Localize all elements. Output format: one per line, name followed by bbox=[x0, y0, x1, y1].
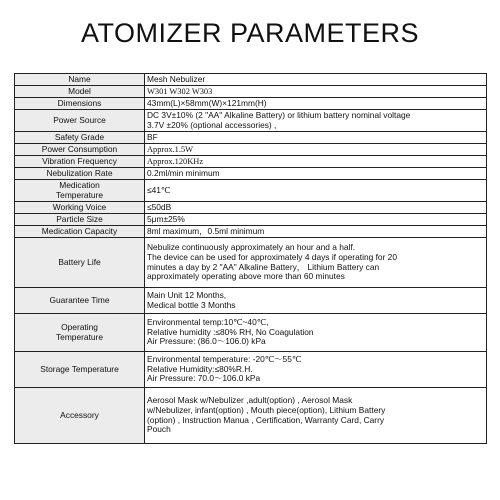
parameter-value bbox=[145, 86, 487, 98]
parameter-label bbox=[15, 352, 145, 388]
page-title: ATOMIZER PARAMETERS bbox=[80, 18, 420, 48]
parameter-value-line: minutes a day by 2 "AA" Alkaline Battery， Lithium Battery can bbox=[147, 261, 380, 272]
parameter-value-line: Relative humidity :≤80% RH, No Coagulation bbox=[147, 326, 314, 337]
parameter-label-text: Guarantee Time bbox=[49, 294, 110, 305]
parameter-value-line: Air Pressure: (86.0～106.0) kPa bbox=[147, 336, 266, 347]
parameter-value bbox=[145, 180, 487, 202]
table-row bbox=[15, 156, 487, 168]
parameter-value-line: Pouch bbox=[147, 424, 171, 435]
parameter-value-line: Approx.1.5W bbox=[147, 144, 194, 154]
parameter-value-line: Relative Humidity:≤80%R.H. bbox=[147, 363, 253, 374]
parameter-value-line: BF bbox=[147, 131, 158, 142]
parameter-label-text: Particle Size bbox=[56, 213, 103, 224]
parameter-value bbox=[145, 74, 487, 86]
parameter-label-text: Storage Temperature bbox=[40, 363, 119, 374]
parameter-value-line: w/Nebulizer, infant(option) , Mouth piece(option), Lithium Battery bbox=[147, 404, 386, 415]
parameter-value bbox=[145, 214, 487, 226]
parameter-label bbox=[15, 314, 145, 352]
table-row bbox=[15, 98, 487, 110]
parameter-value-line: Medical bottle 3 Months bbox=[147, 299, 236, 310]
parameter-value-line: Aerosol Mask w/Nebulizer ,adult(option) , Aerosol Mask bbox=[147, 395, 353, 406]
parameter-label-text: Battery Life bbox=[58, 256, 101, 267]
parameter-label-text: Working Voice bbox=[52, 201, 107, 212]
table-row bbox=[15, 214, 487, 226]
parameter-label bbox=[15, 288, 145, 314]
parameters-table bbox=[14, 73, 487, 444]
parameter-label-text: Medication Capacity bbox=[41, 225, 118, 236]
parameter-label-text: Nebulization Rate bbox=[46, 167, 113, 178]
parameter-label bbox=[15, 226, 145, 238]
table-row bbox=[15, 144, 487, 156]
parameter-label bbox=[15, 74, 145, 86]
parameter-value bbox=[145, 156, 487, 168]
parameter-label bbox=[15, 202, 145, 214]
parameter-label-text: Temperature bbox=[55, 331, 103, 342]
parameter-value bbox=[145, 98, 487, 110]
parameter-value-line: 8ml maximum，0.5ml minimum bbox=[147, 225, 265, 236]
parameter-value-line: Approx.120KHz bbox=[147, 156, 204, 166]
parameter-label-text: Name bbox=[68, 73, 91, 84]
parameter-label-text: Safety Grade bbox=[54, 131, 105, 142]
parameter-value bbox=[145, 110, 487, 132]
parameter-value bbox=[145, 144, 487, 156]
parameter-value-line: The device can be used for approximately 4 days if operating for 20 bbox=[147, 251, 397, 262]
parameter-label-text: Vibration Frequency bbox=[42, 155, 117, 166]
parameter-value bbox=[145, 288, 487, 314]
parameter-value-line: Environmental temperature: -20℃～55℃ bbox=[147, 354, 302, 365]
parameter-label bbox=[15, 238, 145, 288]
table-row bbox=[15, 388, 487, 444]
parameter-label-text: Accessory bbox=[60, 409, 99, 420]
parameter-label bbox=[15, 214, 145, 226]
parameter-label-text: Temperature bbox=[55, 189, 103, 200]
parameter-value-line: Air Pressure: 70.0～106.0 kPa bbox=[147, 373, 261, 384]
parameter-value bbox=[145, 388, 487, 444]
parameter-value bbox=[145, 238, 487, 288]
parameter-value-line: DC 3V±10% (2 "AA" Alkaline Battery) or lithium battery nominal voltage bbox=[147, 109, 411, 120]
table-row bbox=[15, 74, 487, 86]
parameter-label bbox=[15, 156, 145, 168]
parameter-label-text: Dimensions bbox=[57, 97, 102, 108]
table-row bbox=[15, 180, 487, 202]
parameter-value-line: ≤41℃ bbox=[147, 184, 171, 195]
table-row bbox=[15, 352, 487, 388]
parameter-label bbox=[15, 388, 145, 444]
parameter-value bbox=[145, 168, 487, 180]
parameter-label bbox=[15, 110, 145, 132]
parameter-value-line: 3.7V ±20% (optional accessories) , bbox=[147, 119, 277, 130]
table-row bbox=[15, 202, 487, 214]
parameter-value bbox=[145, 226, 487, 238]
table-row bbox=[15, 226, 487, 238]
parameter-value-line: ≤50dB bbox=[147, 201, 172, 212]
parameter-value bbox=[145, 202, 487, 214]
parameter-label bbox=[15, 144, 145, 156]
parameter-value-line: W301 W302 W303 bbox=[147, 86, 213, 96]
parameter-label bbox=[15, 132, 145, 144]
parameters-table-body bbox=[15, 74, 487, 444]
parameter-value-line: 43mm(L)×58mm(W)×121mm(H) bbox=[147, 97, 267, 108]
parameter-value-line: (option) , Instruction Manua , Certification, Warranty Card, Carry bbox=[147, 414, 385, 425]
parameter-value bbox=[145, 132, 487, 144]
table-row bbox=[15, 110, 487, 132]
table-row bbox=[15, 288, 487, 314]
parameter-label bbox=[15, 98, 145, 110]
parameter-label-text: Power Source bbox=[53, 114, 106, 125]
parameter-value-line: Nebulize continuously approximately an hour and a half. bbox=[147, 242, 356, 253]
table-row bbox=[15, 314, 487, 352]
parameter-label-text: Power Consumption bbox=[41, 143, 118, 154]
parameter-value bbox=[145, 352, 487, 388]
parameter-label-text: Operating bbox=[61, 321, 98, 332]
parameter-label-text: Model bbox=[68, 85, 91, 96]
parameter-value bbox=[145, 314, 487, 352]
parameter-value-line: Main Unit 12 Months, bbox=[147, 289, 227, 300]
table-row bbox=[15, 238, 487, 288]
parameter-value-line: 5μm±25% bbox=[147, 213, 185, 224]
parameter-value-line: 0.2ml/min minimum bbox=[147, 167, 220, 178]
parameter-label bbox=[15, 168, 145, 180]
parameter-label bbox=[15, 86, 145, 98]
parameter-value-line: Environmental temp:10℃~40℃, bbox=[147, 317, 269, 328]
parameter-value-line: approximately operating above more than 60 minutes bbox=[147, 271, 345, 282]
table-row bbox=[15, 132, 487, 144]
table-row bbox=[15, 168, 487, 180]
table-row bbox=[15, 86, 487, 98]
parameter-value-line: Mesh Nebulizer bbox=[147, 73, 206, 84]
parameter-label bbox=[15, 180, 145, 202]
parameter-label-text: Medication bbox=[59, 179, 100, 190]
